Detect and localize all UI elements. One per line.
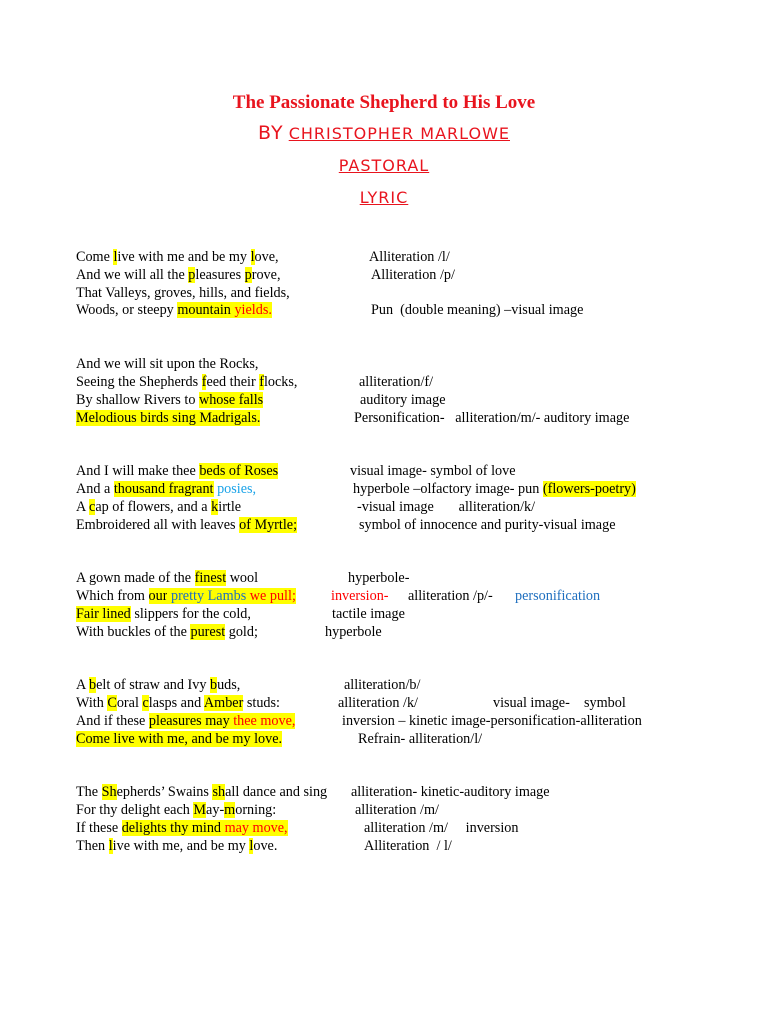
stanza2-note3: auditory image <box>360 392 446 408</box>
stanza4-line3: Fair lined slippers for the cold, <box>76 606 251 622</box>
stanza2-line2: Seeing the Shepherds feed their flocks, <box>76 374 298 390</box>
stanza6-note1: alliteration- kinetic-auditory image <box>351 784 550 800</box>
stanza4-line4: With buckles of the purest gold; <box>76 624 258 640</box>
stanza6-note4: Alliteration / l/ <box>364 838 452 854</box>
stanza4-line2: Which from our pretty Lambs we pull; <box>76 588 296 604</box>
genre-pastoral: PASTORAL <box>338 156 430 175</box>
stanza2-note2: alliteration/f/ <box>359 374 434 390</box>
stanza3-note1: visual image- symbol of love <box>350 463 516 479</box>
stanza2-line3: By shallow Rivers to whose falls <box>76 392 264 408</box>
stanza5-line2: With Coral clasps and Amber studs: <box>76 695 280 711</box>
stanza2-line4: Melodious birds sing Madrigals. <box>76 410 261 426</box>
stanza6-line4: Then live with me, and be my love. <box>76 838 278 854</box>
stanza3-line4: Embroidered all with leaves of Myrtle; <box>76 517 298 533</box>
stanza5-note2b: visual image- symbol <box>493 695 626 711</box>
stanza3-line1: And I will make thee beds of Roses <box>76 463 279 479</box>
author-name: CHRISTOPHER MARLOWE <box>288 124 510 143</box>
stanza3-line2: And a thousand fragrant posies, <box>76 481 257 497</box>
stanza2-note4: Personification- alliteration/m/- auditory image <box>354 410 630 426</box>
stanza5-note1: alliteration/b/ <box>344 677 421 693</box>
by-label: BY <box>258 122 284 144</box>
stanza6-note2: alliteration /m/ <box>355 802 439 818</box>
stanza4-note4: hyperbole <box>325 624 382 640</box>
stanza5-line1: A belt of straw and Ivy buds, <box>76 677 241 693</box>
stanza1-line1: Come live with me and be my love, <box>76 249 279 265</box>
stanza4-note2-inversion: inversion- <box>331 588 389 604</box>
stanza4-note3: tactile image <box>332 606 405 622</box>
stanza5-note4: Refrain- alliteration/l/ <box>358 731 483 747</box>
stanza1-note1: Alliteration /l/ <box>369 249 450 265</box>
stanza3-note3: -visual image alliteration/k/ <box>357 499 536 515</box>
stanza1-note2: Alliteration /p/ <box>371 267 455 283</box>
stanza5-line3: And if these pleasures may thee move, <box>76 713 296 729</box>
stanza5-note2a: alliteration /k/ <box>338 695 418 711</box>
stanza6-note3: alliteration /m/ inversion <box>364 820 519 836</box>
stanza6-line2: For thy delight each May-morning: <box>76 802 277 818</box>
byline <box>0 122 768 144</box>
poem-title: The Passionate Shepherd to His Love <box>232 92 536 113</box>
stanza5-note3: inversion – kinetic image-personification-alliteration <box>342 713 642 729</box>
stanza6-line1: The Shepherds’ Swains shall dance and sing <box>76 784 328 800</box>
stanza4-note1: hyperbole- <box>348 570 410 586</box>
stanza3-line3: A cap of flowers, and a kirtle <box>76 499 242 515</box>
genre-lyric: LYRIC <box>359 188 409 207</box>
stanza1-note4: Pun (double meaning) –visual image <box>371 302 584 318</box>
stanza4-note2-personification: personification <box>515 588 601 604</box>
stanza3-note2: hyperbole –olfactory image- pun (flowers-poetry) <box>353 481 636 497</box>
stanza1-line3: That Valleys, groves, hills, and fields, <box>76 285 290 301</box>
stanza4-note2-alliteration: alliteration /p/- <box>408 588 493 604</box>
stanza4-line1: A gown made of the finest wool <box>76 570 259 586</box>
stanza1-line2: And we will all the pleasures prove, <box>76 267 281 283</box>
stanza6-line3: If these delights thy mind may move, <box>76 820 288 836</box>
stanza1-line4: Woods, or steepy mountain yields. <box>76 302 272 318</box>
stanza3-note4: symbol of innocence and purity-visual image <box>359 517 616 533</box>
stanza2-line1: And we will sit upon the Rocks, <box>76 356 259 372</box>
stanza5-line4: Come live with me, and be my love. <box>76 731 283 747</box>
